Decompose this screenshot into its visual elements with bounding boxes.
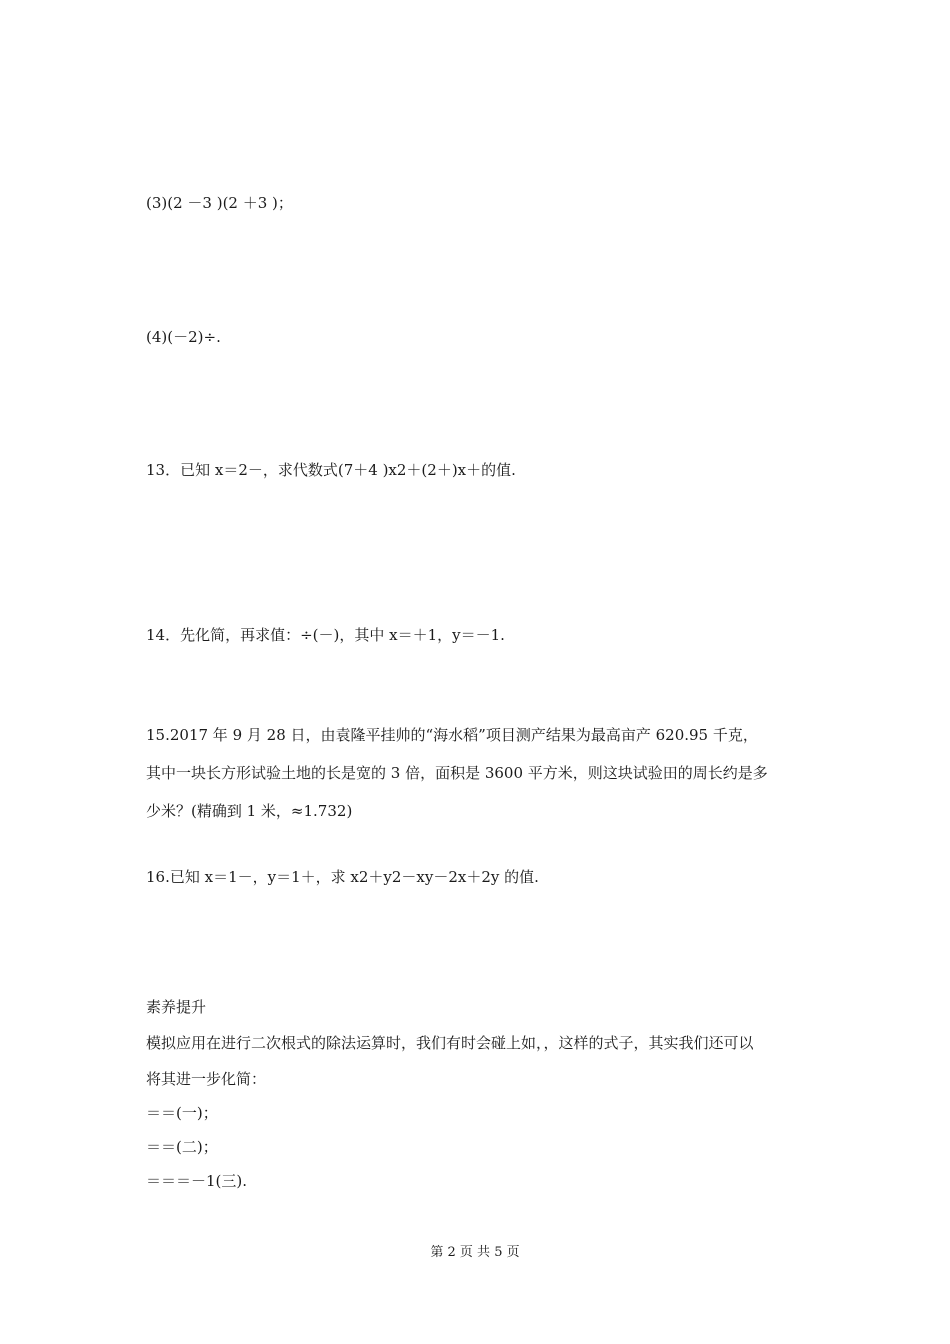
section-intro-line-1: 模拟应用在进行二次根式的除法运算时，我们有时会碰上如，，这样的式子，其实我们还可以 — [146, 1034, 754, 1052]
problem-12-part-3: (3)(2 －3 )(2 ＋3 )； — [146, 194, 293, 212]
problem-16: 16.已知 x＝1－，y＝1＋，求 x2＋y2－xy－2x＋2y 的值. — [146, 868, 539, 886]
equation-2: ＝＝(二)； — [146, 1138, 218, 1156]
page-number-footer: 第 2 页 共 5 页 — [430, 1245, 520, 1260]
problem-15-line-2: 其中一块长方形试验土地的长是宽的 3 倍，面积是 3600 平方米，则这块试验田的周长约是多 — [146, 764, 768, 782]
problem-15-line-3: 少米？(精确到 1 米，≈1.732) — [146, 802, 353, 820]
equation-3: ＝＝＝－1(三). — [146, 1172, 248, 1190]
section-intro-line-2: 将其进一步化简： — [146, 1070, 267, 1088]
problem-13: 13．已知 x＝2－，求代数式(7＋4 )x2＋(2＋)x＋的值. — [146, 461, 516, 479]
equation-1: ＝＝(一)； — [146, 1104, 218, 1122]
section-title: 素养提升 — [146, 998, 207, 1016]
problem-12-part-4: (4)(－2)÷. — [146, 328, 221, 346]
problem-14: 14．先化简，再求值：÷(－)，其中 x＝＋1，y＝－1. — [146, 626, 505, 644]
problem-15-line-1: 15.2017 年 9 月 28 日，由袁隆平挂帅的“海水稻”项目测产结果为最高亩产 620.95 千克， — [146, 726, 758, 744]
